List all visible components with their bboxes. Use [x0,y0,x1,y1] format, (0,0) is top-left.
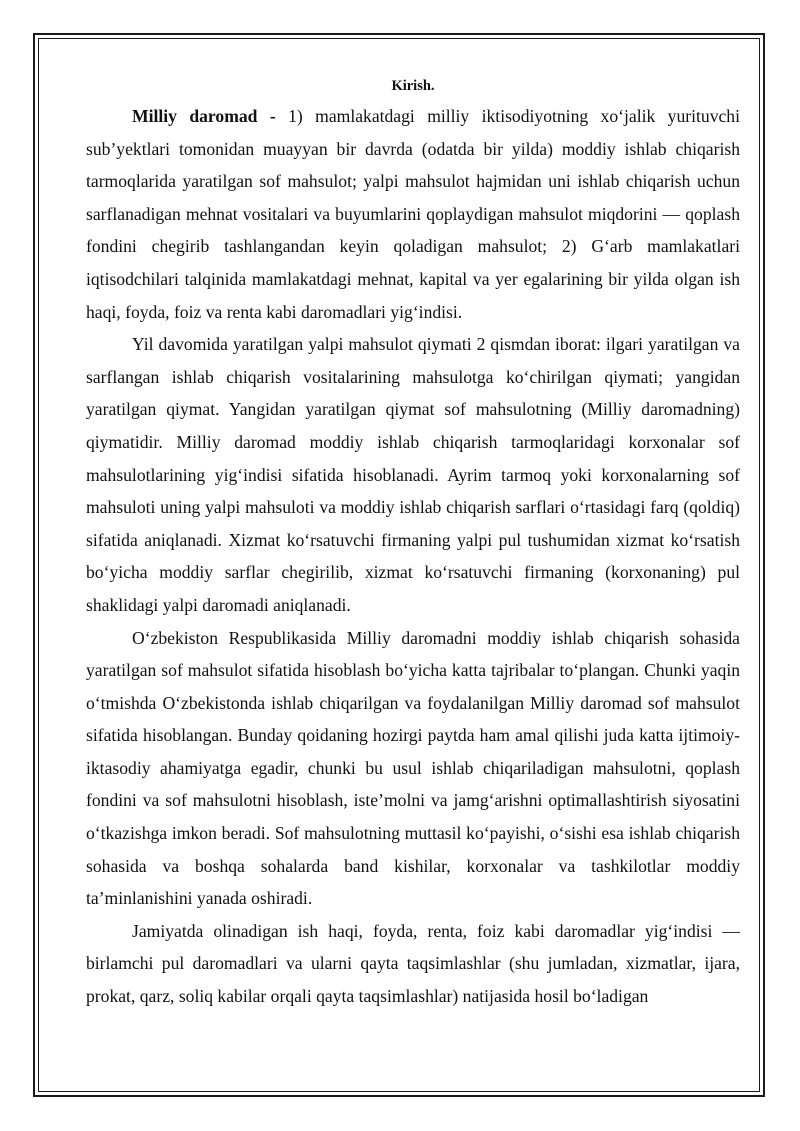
paragraph-4: Jamiyatda olinadigan ish haqi, foyda, renta, foiz kabi daromadlar yig‘indisi — birlamchi pul daromadlari va ularni qayta taqsimlashlar (shu jumladan, xizmatlar, ijara, prokat, qarz, soliq kabilar orqali qayta taqsimlashlar) natijasida hosil bo‘ladigan [86,920,740,1007]
term-milliy-daromad: Milliy daromad - [132,106,276,126]
paragraph-3: O‘zbekiston Respublikasida Milliy daromadni moddiy ishlab chiqarish sohasida yaratilgan sof mahsulot sifatida hisoblash bo‘yicha katta tajribalar to‘plangan. Chunki yaqin o‘tmishda O‘zbekistonda ishlab chiqarilgan va foydalanilgan Milliy daromad sof mahsulot sifatida hisoblangan. Bunday qoidaning hozirgi paytda ham amal qilishi juda katta ijtimoiy-iktasodiy ahamiyatga egadir, chunki bu usul ishlab chiqariladigan mahsulotni, qoplash fondini va sof mahsulotni hisoblash, iste’molni va jamg‘arishni optimallashtirish siyosatini o‘tkazishga imkon beradi. Sof mahsulotning muttasil ko‘payishi, o‘sishi esa ishlab chiqarish sohasida va boshqa sohalarda band kishilar, korxonalar va tashkilotlar moddiy ta’minlanishini yanada oshiradi. [86,627,740,909]
paragraph-2: Yil davomida yaratilgan yalpi mahsulot qiymati 2 qismdan iborat: ilgari yaratilgan va sarflangan ishlab chiqarish vositalarining mahsulotga ko‘chirilgan qiymati; yangidan yaratilgan qiymat. Yangidan yaratilgan qiymat sof mahsulotning (Milliy daromadning) qiymatidir. Milliy daromad moddiy ishlab chiqarish tarmoqlaridagi korxonalar sof mahsulotlarining yig‘indisi sifatida hisoblanadi. Ayrim tarmoq yoki korxonalarning sof mahsuloti uning yalpi mahsuloti va moddiy ishlab chiqarish sarflari o‘rtasidagi farq (qoldiq) sifatida aniqlanadi. Xizmat ko‘rsatuvchi firmaning yalpi pul tushumidan xizmat ko‘rsatish bo‘yicha moddiy sarflar chegirilib, xizmat ko‘rsatuvchi firmaning (korxonaning) pul shaklidagi yalpi daromadi aniqlanadi. [86,334,740,615]
paragraph-1 [86,100,740,328]
document-title: Kirish. [391,78,435,94]
document-body [86,76,740,1013]
paragraph-1-text: 1) mamlakatdagi milliy iktisodiyotning xo‘jalik yurituvchi sub’yektlari tomonidan muayyan bir davrda (odatda bir yilda) moddiy ishlab chiqarish tarmoqlarida yaratilgan sof mahsulot; yalpi mahsulot hajmidan uni ishlab chiqarish uchun sarflanadigan mehnat vositalari va buyumlarini qoplaydigan mahsulot miqdorini — qoplash fondini chegirib tashlangandan keyin qoladigan mahsulot; 2) G‘arb mamlakatlari iqtisodchilari talqinida mamlakatdagi mehnat, kapital va yer egalarining bir yilda olgan ish haqi, foyda, foiz va renta kabi daromadlari yig‘indisi. [86,106,740,322]
